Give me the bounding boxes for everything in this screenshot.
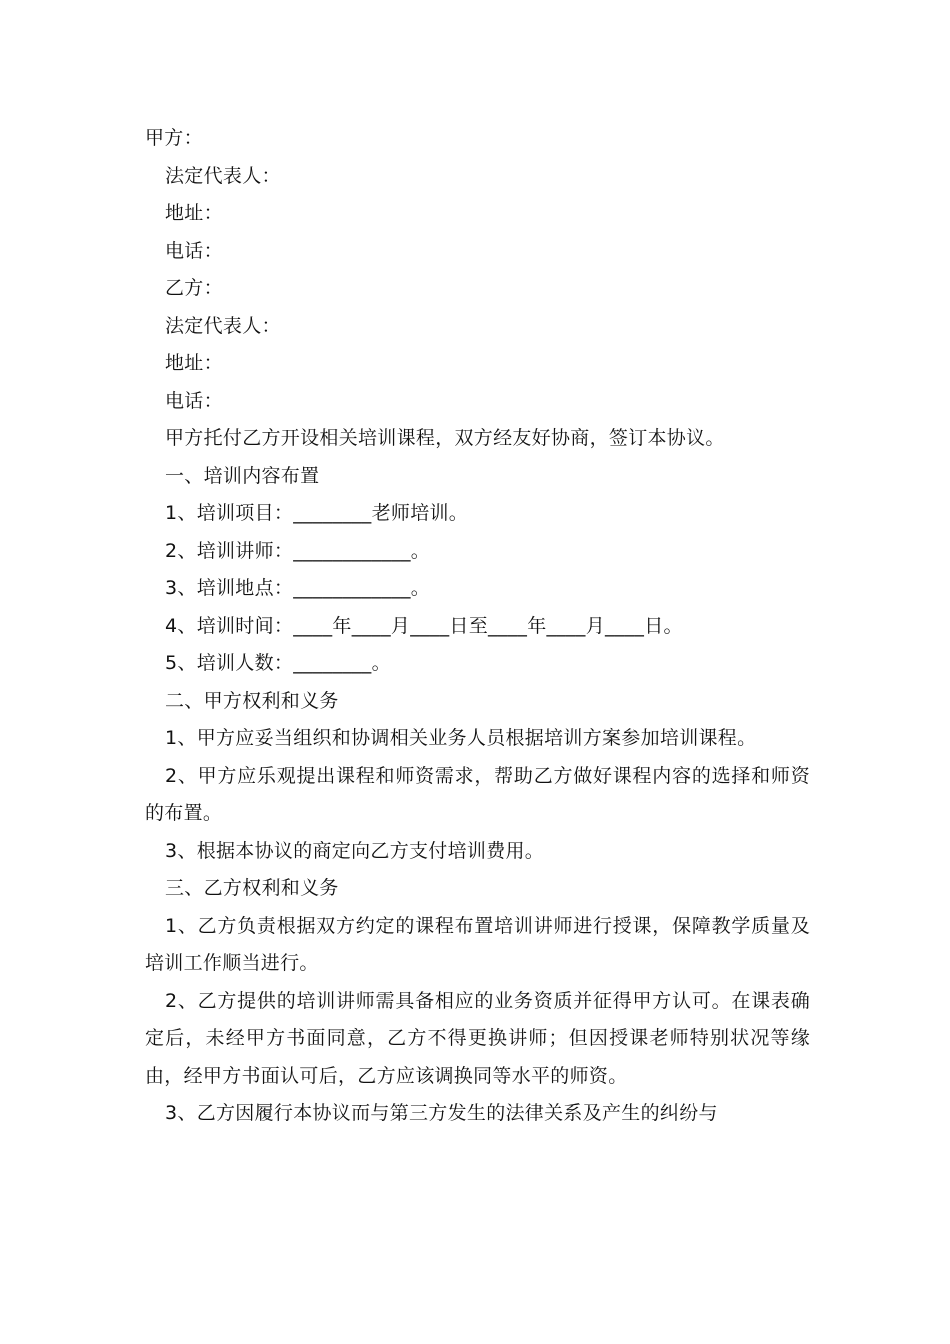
section-1-item: 5、培训人数：________。 — [165, 652, 391, 674]
intro-paragraph: 甲方托付乙方开设相关培训课程，双方经友好协商，签订本协议。 — [165, 427, 725, 449]
section-1-item: 1、培训项目：________老师培训。 — [165, 502, 469, 524]
party-a-address: 地址： — [165, 202, 223, 224]
party-a-legal-rep: 法定代表人： — [165, 164, 281, 187]
section-3-heading: 三、乙方权利和义务 — [165, 877, 339, 899]
section-2-item: 3、根据本协议的商定向乙方支付培训费用。 — [165, 839, 545, 862]
section-3-item: 2、乙方提供的培训讲师需具备相应的业务资质并征得甲方认可。在课表确定后，未经甲方书面同意，乙方不得更换讲师；但因授课老师特别状况等缘由，经甲方书面认可后，乙方应该调换同等水平的师资。 — [145, 989, 810, 1087]
party-b-address: 地址： — [165, 352, 223, 374]
party-b-legal-rep: 法定代表人： — [165, 314, 281, 337]
party-b-phone: 电话： — [165, 389, 223, 412]
section-2-item: 1、甲方应妥当组织和协调相关业务人员根据培训方案参加培训课程。 — [165, 727, 757, 749]
section-1-item: 2、培训讲师：____________。 — [165, 539, 431, 562]
party-a-label: 甲方： — [145, 127, 203, 149]
section-3-item: 3、乙方因履行本协议而与第三方发生的法律关系及产生的纠纷与 — [165, 1102, 718, 1124]
agreement-body — [145, 120, 810, 1133]
section-2-heading: 二、甲方权利和义务 — [165, 689, 339, 712]
section-1-item: 4、培训时间：____年____月____日至____年____月____日。 — [165, 614, 683, 637]
party-b-label: 乙方： — [165, 277, 223, 299]
section-3-item: 1、乙方负责根据双方约定的课程布置培训讲师进行授课，保障教学质量及培训工作顺当进行。 — [145, 914, 810, 974]
party-a-phone: 电话： — [165, 239, 223, 262]
section-1-item: 3、培训地点：____________。 — [165, 577, 431, 599]
section-1-heading: 一、培训内容布置 — [165, 464, 320, 487]
section-2-item: 2、甲方应乐观提出课程和师资需求，帮助乙方做好课程内容的选择和师资的布置。 — [145, 764, 810, 824]
